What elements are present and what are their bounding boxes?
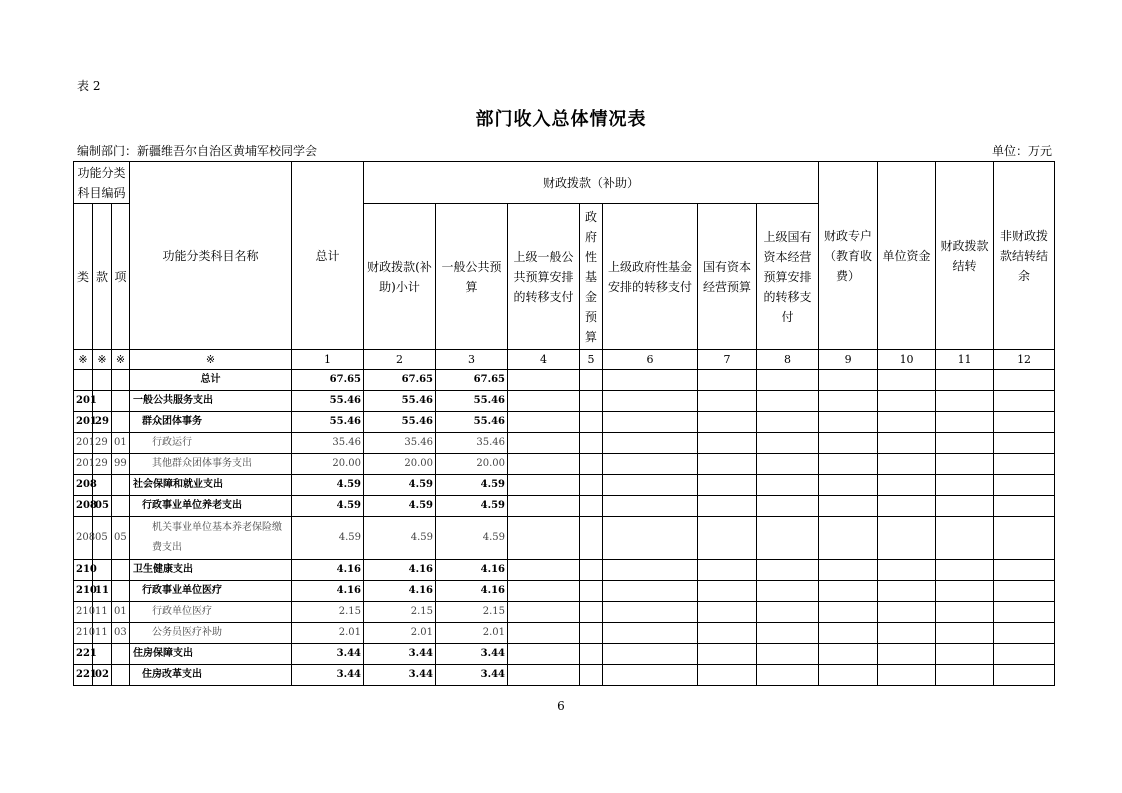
empty-cell bbox=[580, 644, 603, 665]
empty-cell bbox=[936, 623, 994, 644]
header-fiscal-subtotal: 财政拨款(补助)小计 bbox=[364, 204, 436, 350]
empty-cell bbox=[580, 391, 603, 412]
header-upper-general-transfer: 上级一般公共预算安排的转移支付 bbox=[508, 204, 580, 350]
col-number: 4 bbox=[508, 350, 580, 370]
table-row bbox=[74, 623, 1055, 644]
empty-cell bbox=[603, 475, 698, 496]
empty-cell bbox=[878, 370, 936, 391]
row-name: 行政单位医疗 bbox=[130, 602, 292, 623]
header-func-code: 功能分类科目编码 bbox=[74, 162, 130, 204]
row-name: 住房改革支出 bbox=[130, 665, 292, 686]
row-total: 2.01 bbox=[292, 623, 364, 644]
empty-cell bbox=[580, 602, 603, 623]
table-row bbox=[74, 412, 1055, 433]
empty-cell bbox=[508, 475, 580, 496]
empty-cell bbox=[819, 560, 878, 581]
row-kuan: 02 bbox=[93, 665, 112, 686]
empty-cell bbox=[878, 517, 936, 560]
empty-cell bbox=[936, 496, 994, 517]
row-lei bbox=[74, 370, 93, 391]
table-row bbox=[74, 433, 1055, 454]
empty-cell bbox=[936, 517, 994, 560]
row-xiang bbox=[112, 496, 130, 517]
header-upper-capital-transfer: 上级国有资本经营预算安排的转移支付 bbox=[757, 204, 819, 350]
empty-cell bbox=[757, 433, 819, 454]
empty-cell bbox=[698, 623, 757, 644]
empty-cell bbox=[994, 475, 1055, 496]
empty-cell bbox=[878, 475, 936, 496]
col-number: 1 bbox=[292, 350, 364, 370]
empty-cell bbox=[580, 665, 603, 686]
row-general: 4.59 bbox=[436, 496, 508, 517]
row-name: 卫生健康支出 bbox=[130, 560, 292, 581]
empty-cell bbox=[508, 370, 580, 391]
row-subtotal: 4.16 bbox=[364, 560, 436, 581]
empty-cell bbox=[994, 391, 1055, 412]
empty-cell bbox=[936, 665, 994, 686]
empty-cell bbox=[508, 665, 580, 686]
empty-cell bbox=[698, 412, 757, 433]
row-total: 55.46 bbox=[292, 412, 364, 433]
row-name: 其他群众团体事务支出 bbox=[130, 454, 292, 475]
empty-cell bbox=[757, 581, 819, 602]
header-gov-fund: 政府性基金预算 bbox=[580, 204, 603, 350]
empty-cell bbox=[936, 560, 994, 581]
empty-cell bbox=[698, 602, 757, 623]
organization-label: 编制部门：新疆维吾尔自治区黄埔军校同学会 bbox=[77, 144, 318, 158]
empty-cell bbox=[580, 623, 603, 644]
row-subtotal: 4.59 bbox=[364, 496, 436, 517]
row-subtotal: 4.59 bbox=[364, 475, 436, 496]
empty-cell bbox=[994, 517, 1055, 560]
empty-cell bbox=[603, 412, 698, 433]
empty-cell bbox=[878, 665, 936, 686]
row-name: 行政事业单位养老支出 bbox=[130, 496, 292, 517]
row-kuan: 05 bbox=[93, 517, 112, 560]
row-xiang: 01 bbox=[112, 433, 130, 454]
empty-cell bbox=[878, 623, 936, 644]
row-name: 住房保障支出 bbox=[130, 644, 292, 665]
empty-cell bbox=[878, 454, 936, 475]
table-row-total bbox=[74, 370, 1055, 391]
empty-cell bbox=[994, 433, 1055, 454]
row-general: 2.01 bbox=[436, 623, 508, 644]
unit-label: 单位：万元 bbox=[991, 144, 1052, 158]
row-lei: 221 bbox=[74, 665, 93, 686]
empty-cell bbox=[580, 517, 603, 560]
empty-cell bbox=[757, 475, 819, 496]
empty-cell bbox=[698, 665, 757, 686]
row-subtotal: 55.46 bbox=[364, 412, 436, 433]
row-general: 4.59 bbox=[436, 517, 508, 560]
table-row bbox=[74, 517, 1055, 560]
income-table bbox=[73, 161, 1055, 686]
row-total: 4.59 bbox=[292, 517, 364, 560]
empty-cell bbox=[757, 560, 819, 581]
header-fiscal-carryover: 财政拨款结转 bbox=[936, 162, 994, 350]
row-total: 4.16 bbox=[292, 560, 364, 581]
empty-cell bbox=[994, 412, 1055, 433]
empty-cell bbox=[698, 370, 757, 391]
page-title: 部门收入总体情况表 bbox=[475, 109, 647, 130]
row-total: 4.16 bbox=[292, 581, 364, 602]
row-lei: 201 bbox=[74, 391, 93, 412]
table-row bbox=[74, 454, 1055, 475]
empty-cell bbox=[580, 412, 603, 433]
empty-cell bbox=[936, 454, 994, 475]
empty-cell bbox=[603, 370, 698, 391]
row-name: 行政事业单位医疗 bbox=[130, 581, 292, 602]
header-state-capital: 国有资本经营预算 bbox=[698, 204, 757, 350]
empty-cell bbox=[994, 496, 1055, 517]
empty-cell bbox=[757, 496, 819, 517]
header-lei: 类 bbox=[74, 204, 93, 350]
empty-cell bbox=[819, 370, 878, 391]
empty-cell bbox=[936, 391, 994, 412]
empty-cell bbox=[994, 581, 1055, 602]
row-subtotal: 2.15 bbox=[364, 602, 436, 623]
row-total: 67.65 bbox=[292, 370, 364, 391]
column-number-row bbox=[74, 350, 1055, 370]
row-lei: 201 bbox=[74, 412, 93, 433]
empty-cell bbox=[757, 454, 819, 475]
empty-cell bbox=[819, 644, 878, 665]
header-total: 总计 bbox=[292, 162, 364, 350]
row-lei: 210 bbox=[74, 623, 93, 644]
row-general: 55.46 bbox=[436, 391, 508, 412]
header-fiscal-special: 财政专户（教育收费） bbox=[819, 162, 878, 350]
col-mark: ※ bbox=[130, 350, 292, 370]
empty-cell bbox=[580, 433, 603, 454]
row-name: 社会保障和就业支出 bbox=[130, 475, 292, 496]
table-row bbox=[74, 602, 1055, 623]
row-general: 2.15 bbox=[436, 602, 508, 623]
empty-cell bbox=[508, 412, 580, 433]
empty-cell bbox=[994, 370, 1055, 391]
row-kuan: 05 bbox=[93, 496, 112, 517]
col-number: 9 bbox=[819, 350, 878, 370]
empty-cell bbox=[698, 475, 757, 496]
empty-cell bbox=[878, 602, 936, 623]
col-number: 12 bbox=[994, 350, 1055, 370]
col-number: 7 bbox=[698, 350, 757, 370]
row-kuan: 11 bbox=[93, 623, 112, 644]
empty-cell bbox=[994, 623, 1055, 644]
row-xiang bbox=[112, 581, 130, 602]
empty-cell bbox=[698, 517, 757, 560]
empty-cell bbox=[936, 475, 994, 496]
col-number: 5 bbox=[580, 350, 603, 370]
empty-cell bbox=[508, 602, 580, 623]
empty-cell bbox=[936, 602, 994, 623]
row-kuan bbox=[93, 370, 112, 391]
header-func-name: 功能分类科目名称 bbox=[130, 162, 292, 350]
col-mark: ※ bbox=[93, 350, 112, 370]
row-total: 3.44 bbox=[292, 644, 364, 665]
empty-cell bbox=[757, 370, 819, 391]
row-general: 3.44 bbox=[436, 644, 508, 665]
row-kuan: 29 bbox=[93, 412, 112, 433]
row-kuan: 29 bbox=[93, 433, 112, 454]
empty-cell bbox=[580, 475, 603, 496]
row-kuan: 29 bbox=[93, 454, 112, 475]
row-general: 20.00 bbox=[436, 454, 508, 475]
row-lei: 210 bbox=[74, 560, 93, 581]
col-number: 3 bbox=[436, 350, 508, 370]
empty-cell bbox=[878, 581, 936, 602]
row-general: 55.46 bbox=[436, 412, 508, 433]
empty-cell bbox=[757, 602, 819, 623]
empty-cell bbox=[508, 560, 580, 581]
row-subtotal: 67.65 bbox=[364, 370, 436, 391]
row-name: 一般公共服务支出 bbox=[130, 391, 292, 412]
row-kuan: 11 bbox=[93, 602, 112, 623]
empty-cell bbox=[698, 560, 757, 581]
table-row bbox=[74, 391, 1055, 412]
empty-cell bbox=[878, 560, 936, 581]
empty-cell bbox=[603, 560, 698, 581]
empty-cell bbox=[819, 496, 878, 517]
empty-cell bbox=[603, 433, 698, 454]
empty-cell bbox=[878, 391, 936, 412]
empty-cell bbox=[603, 391, 698, 412]
table-number: 表 2 bbox=[77, 79, 101, 93]
col-number: 6 bbox=[603, 350, 698, 370]
empty-cell bbox=[994, 602, 1055, 623]
empty-cell bbox=[936, 644, 994, 665]
row-subtotal: 20.00 bbox=[364, 454, 436, 475]
empty-cell bbox=[936, 433, 994, 454]
empty-cell bbox=[757, 517, 819, 560]
row-general: 3.44 bbox=[436, 665, 508, 686]
empty-cell bbox=[580, 496, 603, 517]
row-subtotal: 55.46 bbox=[364, 391, 436, 412]
empty-cell bbox=[603, 623, 698, 644]
empty-cell bbox=[994, 644, 1055, 665]
empty-cell bbox=[757, 644, 819, 665]
row-total: 3.44 bbox=[292, 665, 364, 686]
row-total: 4.59 bbox=[292, 475, 364, 496]
empty-cell bbox=[508, 433, 580, 454]
row-subtotal: 2.01 bbox=[364, 623, 436, 644]
empty-cell bbox=[994, 665, 1055, 686]
empty-cell bbox=[878, 496, 936, 517]
empty-cell bbox=[603, 665, 698, 686]
empty-cell bbox=[698, 454, 757, 475]
empty-cell bbox=[757, 412, 819, 433]
empty-cell bbox=[819, 454, 878, 475]
empty-cell bbox=[603, 602, 698, 623]
row-xiang bbox=[112, 644, 130, 665]
empty-cell bbox=[508, 496, 580, 517]
empty-cell bbox=[936, 412, 994, 433]
row-name: 总计 bbox=[130, 370, 292, 391]
header-nonfiscal-carryover: 非财政拨款结转结余 bbox=[994, 162, 1055, 350]
empty-cell bbox=[508, 581, 580, 602]
empty-cell bbox=[698, 433, 757, 454]
empty-cell bbox=[994, 454, 1055, 475]
empty-cell bbox=[878, 412, 936, 433]
empty-cell bbox=[508, 391, 580, 412]
col-number: 11 bbox=[936, 350, 994, 370]
col-number: 10 bbox=[878, 350, 936, 370]
empty-cell bbox=[580, 560, 603, 581]
row-xiang: 01 bbox=[112, 602, 130, 623]
header-unit-funds: 单位资金 bbox=[878, 162, 936, 350]
empty-cell bbox=[603, 454, 698, 475]
empty-cell bbox=[580, 370, 603, 391]
header-kuan: 款 bbox=[93, 204, 112, 350]
empty-cell bbox=[819, 517, 878, 560]
row-total: 55.46 bbox=[292, 391, 364, 412]
empty-cell bbox=[580, 581, 603, 602]
col-mark: ※ bbox=[74, 350, 93, 370]
empty-cell bbox=[819, 665, 878, 686]
empty-cell bbox=[757, 665, 819, 686]
row-name: 群众团体事务 bbox=[130, 412, 292, 433]
row-name: 行政运行 bbox=[130, 433, 292, 454]
row-lei: 210 bbox=[74, 581, 93, 602]
row-subtotal: 4.59 bbox=[364, 517, 436, 560]
row-total: 2.15 bbox=[292, 602, 364, 623]
header-general-budget: 一般公共预算 bbox=[436, 204, 508, 350]
header-fiscal-group: 财政拨款（补助） bbox=[364, 162, 819, 204]
col-mark: ※ bbox=[112, 350, 130, 370]
table-row bbox=[74, 581, 1055, 602]
row-xiang bbox=[112, 560, 130, 581]
row-subtotal: 3.44 bbox=[364, 644, 436, 665]
empty-cell bbox=[508, 454, 580, 475]
table-row bbox=[74, 644, 1055, 665]
empty-cell bbox=[698, 581, 757, 602]
empty-cell bbox=[603, 496, 698, 517]
row-xiang bbox=[112, 412, 130, 433]
empty-cell bbox=[603, 517, 698, 560]
row-lei: 208 bbox=[74, 517, 93, 560]
empty-cell bbox=[819, 581, 878, 602]
empty-cell bbox=[878, 433, 936, 454]
row-total: 20.00 bbox=[292, 454, 364, 475]
table-row bbox=[74, 560, 1055, 581]
row-lei: 201 bbox=[74, 433, 93, 454]
row-general: 4.16 bbox=[436, 560, 508, 581]
row-lei: 208 bbox=[74, 475, 93, 496]
row-total: 35.46 bbox=[292, 433, 364, 454]
row-lei: 210 bbox=[74, 602, 93, 623]
page-number: 6 bbox=[557, 699, 565, 713]
empty-cell bbox=[508, 623, 580, 644]
row-lei: 201 bbox=[74, 454, 93, 475]
empty-cell bbox=[819, 602, 878, 623]
empty-cell bbox=[698, 496, 757, 517]
row-name: 公务员医疗补助 bbox=[130, 623, 292, 644]
row-general: 35.46 bbox=[436, 433, 508, 454]
empty-cell bbox=[698, 644, 757, 665]
empty-cell bbox=[508, 644, 580, 665]
col-number: 2 bbox=[364, 350, 436, 370]
row-subtotal: 35.46 bbox=[364, 433, 436, 454]
row-subtotal: 3.44 bbox=[364, 665, 436, 686]
header-xiang: 项 bbox=[112, 204, 130, 350]
row-subtotal: 4.16 bbox=[364, 581, 436, 602]
row-lei: 221 bbox=[74, 644, 93, 665]
row-general: 4.59 bbox=[436, 475, 508, 496]
row-xiang: 03 bbox=[112, 623, 130, 644]
empty-cell bbox=[603, 581, 698, 602]
empty-cell bbox=[936, 370, 994, 391]
header-upper-fund-transfer: 上级政府性基金安排的转移支付 bbox=[603, 204, 698, 350]
row-xiang bbox=[112, 391, 130, 412]
row-xiang: 99 bbox=[112, 454, 130, 475]
empty-cell bbox=[580, 454, 603, 475]
empty-cell bbox=[819, 623, 878, 644]
row-general: 4.16 bbox=[436, 581, 508, 602]
empty-cell bbox=[603, 644, 698, 665]
table-row bbox=[74, 475, 1055, 496]
empty-cell bbox=[508, 517, 580, 560]
table-row bbox=[74, 496, 1055, 517]
empty-cell bbox=[819, 391, 878, 412]
empty-cell bbox=[936, 581, 994, 602]
empty-cell bbox=[819, 433, 878, 454]
empty-cell bbox=[757, 623, 819, 644]
empty-cell bbox=[819, 475, 878, 496]
row-xiang bbox=[112, 370, 130, 391]
row-name: 机关事业单位基本养老保险缴费支出 bbox=[130, 517, 292, 560]
table-row bbox=[74, 665, 1055, 686]
empty-cell bbox=[878, 644, 936, 665]
row-total: 4.59 bbox=[292, 496, 364, 517]
row-lei: 208 bbox=[74, 496, 93, 517]
empty-cell bbox=[698, 391, 757, 412]
row-xiang: 05 bbox=[112, 517, 130, 560]
col-number: 8 bbox=[757, 350, 819, 370]
empty-cell bbox=[819, 412, 878, 433]
row-xiang bbox=[112, 475, 130, 496]
empty-cell bbox=[994, 560, 1055, 581]
row-kuan: 11 bbox=[93, 581, 112, 602]
empty-cell bbox=[757, 391, 819, 412]
row-general: 67.65 bbox=[436, 370, 508, 391]
row-xiang bbox=[112, 665, 130, 686]
